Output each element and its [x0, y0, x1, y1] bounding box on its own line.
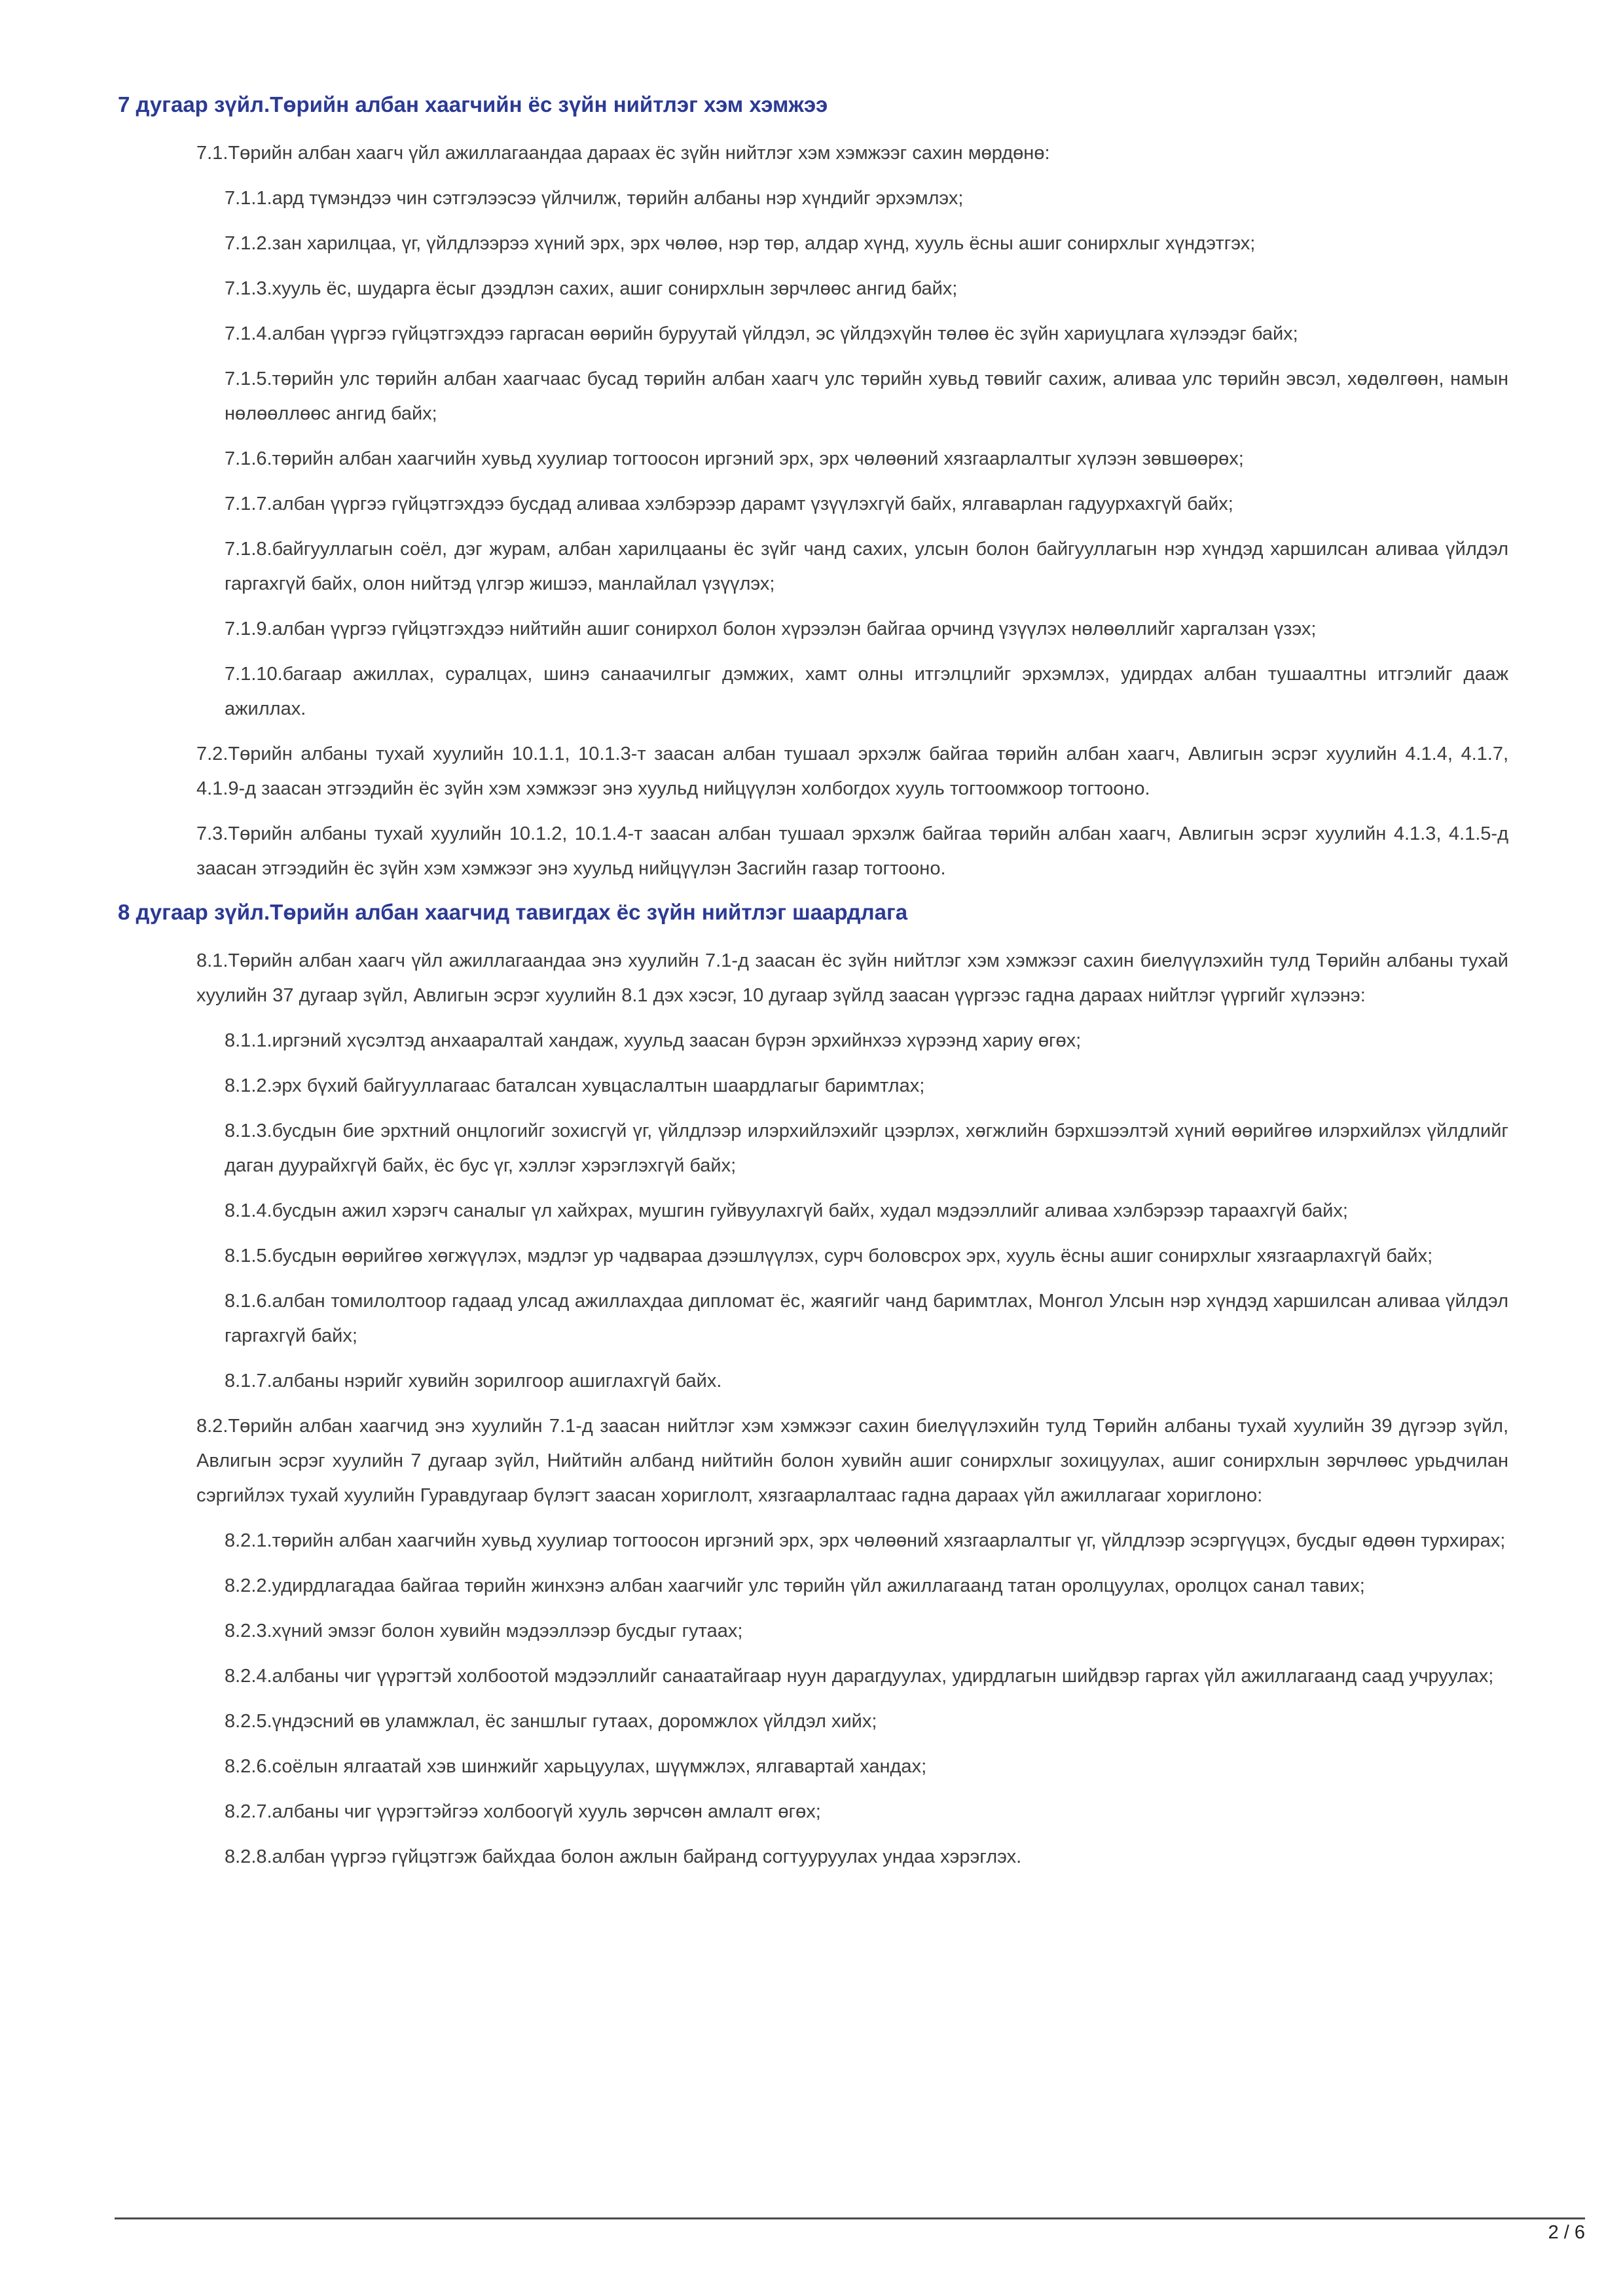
law-paragraph: 8.2.4.албаны чиг үүрэгтэй холбоотой мэдээллийг санаатайгаар нуун дарагдуулах, удирдлагын шийдвэр гаргах үйл ажиллагаанд саад учруулах; — [225, 1666, 1494, 1687]
law-paragraph: 8.1.5.бусдын өөрийгөө хөгжүүлэх, мэдлэг ур чадвараа дээшлүүлэх, сурч боловсрох эрх, хууль ёсны ашиг сонирхлыг хязгаарлахгүй байх; — [225, 1246, 1433, 1266]
law-paragraph: 8.2.2.удирдлагадаа байгаа төрийн жинхэнэ албан хаагчийг улс төрийн үйл ажиллагаанд татан оролцуулах, оролцох санал тавих; — [225, 1575, 1365, 1596]
law-paragraph: 8.2.5.үндэсний өв уламжлал, ёс заншлыг гутаах, доромжлох үйлдэл хийх; — [225, 1711, 877, 1732]
law-paragraph: 7.1.5.төрийн улс төрийн албан хаагчаас бусад төрийн албан хаагч улс төрийн хувьд төвийг сахиж, аливаа улс төрийн эвсэл, хөдөлгөөн, намын нөлөөллөөс ангид байх; — [225, 368, 1508, 424]
law-paragraph: 8.1.6.албан томилолтоор гадаад улсад ажиллахдаа дипломат ёс, жаягийг чанд баримтлах, Монгол Улсын нэр хүндэд харшилсан аливаа үйлдэл гаргахгүй байх; — [225, 1291, 1508, 1346]
law-paragraph: 8.2.8.албан үүргээ гүйцэтгэж байхдаа болон ажлын байранд согтууруулах ундаа хэрэглэх. — [225, 1846, 1022, 1867]
law-paragraph: 7.1.8.байгууллагын соёл, дэг журам, албан харилцааны ёс зүйг чанд сахих, улсын болон байгууллагын нэр хүндэд харшилсан аливаа үйлдэл гаргахгүй байх, олон нийтэд үлгэр жишээ, манлайлал үзүүлэх; — [225, 539, 1508, 594]
law-paragraph: 8.1.4.бусдын ажил хэрэгч саналыг үл хайхрах, мушгин гуйвуулахгүй байх, худал мэдээллийг аливаа хэлбэрээр тараахгүй байх; — [225, 1200, 1348, 1221]
law-paragraph: 7.1.9.албан үүргээ гүйцэтгэхдээ нийтийн ашиг сонирхол болон хүрээлэн байгаа орчинд үзүүлэх нөлөөллийг харгалзан үзэх; — [225, 619, 1317, 639]
section-heading: 7 дугаар зүйл.Төрийн албан хаагчийн ёс зүйн нийтлэг хэм хэмжээ — [118, 92, 828, 117]
section-heading: 8 дугаар зүйл.Төрийн албан хаагчид тавигдах ёс зүйн нийтлэг шаардлага — [118, 900, 908, 924]
law-paragraph: 8.2.Төрийн албан хаагчид энэ хуулийн 7.1-д заасан нийтлэг хэм хэмжээг сахин биелүүлэхийн тулд Төрийн албаны тухай хуулийн 39 дүгээр зүйл, Авлигын эсрэг хуулийн 7 дугаар зүйл, Нийтийн албанд нийтийн болон хувийн ашиг сонирхлыг зохицуулах, ашиг сонирхлын зөрчлөөс урьдчилан сэргийлэх тухай хуулийн Гуравдугаар бүлэгт заасан хориглолт, хязгаарлалтаас гадна дараах үйл ажиллагааг хориглоно: — [196, 1416, 1508, 1506]
law-paragraph: 7.1.2.зан харилцаа, үг, үйлдлээрээ хүний эрх, эрх чөлөө, нэр төр, алдар хүнд, хууль ёсны ашиг сонирхлыг хүндэтгэх; — [225, 233, 1256, 254]
law-paragraph: 7.1.Төрийн албан хаагч үйл ажиллагаандаа дараах ёс зүйн нийтлэг хэм хэмжээг сахин мөрдөнө: — [196, 143, 1050, 164]
law-paragraph: 8.2.7.албаны чиг үүрэгтэйгээ холбоогүй хууль зөрчсөн амлалт өгөх; — [225, 1801, 821, 1822]
law-paragraph: 7.1.4.албан үүргээ гүйцэтгэхдээ гаргасан өөрийн буруутай үйлдэл, эс үйлдэхүйн төлөө ёс зүйн хариуцлага хүлээдэг байх; — [225, 323, 1298, 344]
law-paragraph: 7.2.Төрийн албаны тухай хуулийн 10.1.1, 10.1.3-т заасан албан тушаал эрхэлж байгаа төрийн албан хаагч, Авлигын эсрэг хуулийн 4.1.4, 4.1.7, 4.1.9-д заасан этгээдийн ёс зүйн хэм хэмжээг энэ хуульд нийцүүлэн холбогдох хууль тогтоомжоор тогтооно. — [196, 744, 1508, 799]
law-paragraph: 8.2.1.төрийн албан хаагчийн хувьд хуулиар тогтоосон иргэний эрх, эрх чөлөөний хязгаарлалтыг үг, үйлдлээр эсэргүүцэх, бусдыг өдөөн турхирах; — [225, 1530, 1506, 1551]
page-number: 2 / 6 — [1548, 2222, 1585, 2243]
law-paragraph: 7.3.Төрийн албаны тухай хуулийн 10.1.2, 10.1.4-т заасан албан тушаал эрхэлж байгаа төрийн албан хаагч, Авлигын эсрэг хуулийн 4.1.3, 4.1.5-д заасан этгээдийн ёс зүйн хэм хэмжээг энэ хуульд нийцүүлэн Засгийн газар тогтооно. — [196, 823, 1508, 879]
law-paragraph: 7.1.10.багаар ажиллах, суралцах, шинэ санаачилгыг дэмжих, хамт олны итгэлцлийг эрхэмлэх, удирдах албан тушаалтны итгэлийг дааж ажиллах. — [225, 664, 1508, 719]
footer-divider — [115, 2217, 1585, 2219]
law-paragraph: 8.2.6.соёлын ялгаатай хэв шинжийг харьцуулах, шүүмжлэх, ялгавартай хандах; — [225, 1756, 927, 1777]
law-paragraph: 7.1.3.хууль ёс, шударга ёсыг дээдлэн сахих, ашиг сонирхлын зөрчлөөс ангид байх; — [225, 278, 958, 299]
law-paragraph: 7.1.6.төрийн албан хаагчийн хувьд хуулиар тогтоосон иргэний эрх, эрх чөлөөний хязгаарлалтыг хүлээн зөвшөөрөх; — [225, 448, 1244, 469]
law-paragraph: 8.1.7.албаны нэрийг хувийн зорилгоор ашиглахгүй байх. — [225, 1371, 722, 1391]
law-paragraph: 7.1.7.албан үүргээ гүйцэтгэхдээ бусдад аливаа хэлбэрээр дарамт үзүүлэхгүй байх, ялгаварлан гадуурхахгүй байх; — [225, 493, 1233, 514]
law-paragraph: 8.1.1.иргэний хүсэлтэд анхааралтай хандаж, хуульд заасан бүрэн эрхийнхээ хүрээнд хариу өгөх; — [225, 1030, 1082, 1051]
law-paragraph: 8.2.3.хүний эмзэг болон хувийн мэдээллээр бусдыг гутаах; — [225, 1621, 743, 1641]
law-paragraph: 8.1.Төрийн албан хаагч үйл ажиллагаандаа энэ хуулийн 7.1-д заасан ёс зүйн нийтлэг хэм хэмжээг сахин биелүүлэхийн тулд Төрийн албаны тухай хуулийн 37 дугаар зүйл, Авлигын эсрэг хуулийн 8.1 дэх хэсэг, 10 дугаар зүйлд заасан үүргээс гадна дараах нийтлэг үүргийг хүлээнэ: — [196, 950, 1508, 1006]
page-footer — [115, 2217, 1585, 2244]
law-paragraph: 8.1.2.эрх бүхий байгууллагаас баталсан хувцаслалтын шаардлагыг баримтлах; — [225, 1075, 925, 1096]
law-paragraph: 7.1.1.ард түмэндээ чин сэтгэлээсээ үйлчилж, төрийн албаны нэр хүндийг эрхэмлэх; — [225, 188, 964, 209]
law-paragraph: 8.1.3.бусдын бие эрхтний онцлогийг зохисгүй үг, үйлдлээр илэрхийлэхийг цээрлэх, хөгжлийн бэрхшээлтэй хүний өөрийгөө илэрхийлэх үйлдлийг даган дуурайхгүй байх, ёс бус үг, хэллэг хэрэглэхгүй байх; — [225, 1121, 1508, 1176]
